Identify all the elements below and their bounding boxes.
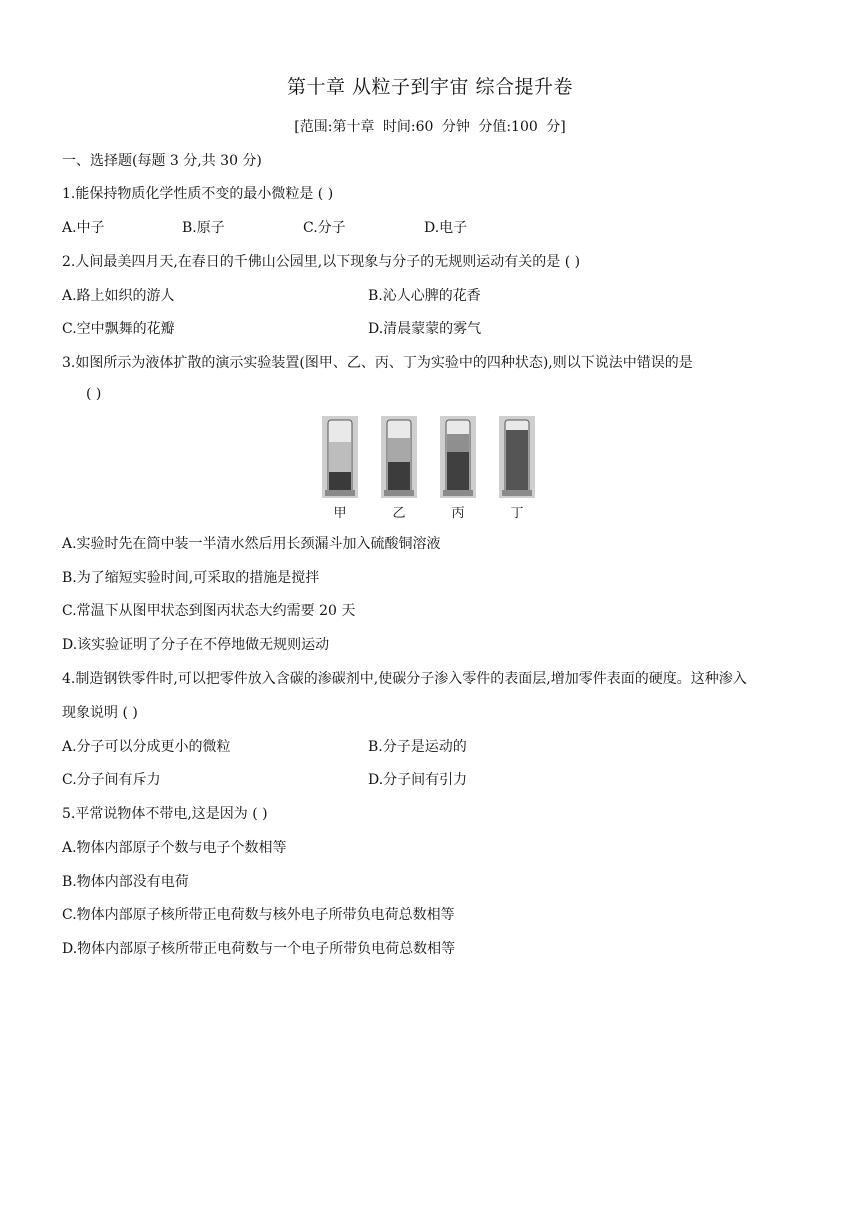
question-5-option-c: C.物体内部原子核所带正电荷数与核外电子所带负电荷总数相等 — [62, 907, 455, 923]
question-5-option-a: A.物体内部原子个数与电子个数相等 — [62, 840, 287, 856]
question-4-stem-line1: 4.制造钢铁零件时,可以把零件放入含碳的渗碳剂中,使碳分子渗入零件的表面层,增加零件表面的硬度。这种渗入 — [62, 671, 747, 687]
page-title: 第十章 从粒子到宇宙 综合提升卷 — [286, 76, 574, 98]
cylinder-ding-image — [499, 416, 535, 498]
question-3-option-b: B.为了缩短实验时间,可采取的措施是搅拌 — [62, 570, 320, 586]
question-5-option-b: B.物体内部没有电荷 — [62, 874, 189, 890]
option-d: D.分子间有引力 — [368, 772, 468, 788]
option-b: B.原子 — [182, 220, 225, 236]
cylinder-bing-image — [440, 416, 476, 498]
section-heading: 一、选择题(每题 3 分,共 30 分) — [62, 153, 262, 169]
cylinder-jia-image — [322, 416, 358, 498]
option-a: A.中子 — [62, 220, 105, 236]
question-3-option-a: A.实验时先在筒中装一半清水然后用长颈漏斗加入硫酸铜溶液 — [62, 536, 441, 552]
question-5-stem: 5.平常说物体不带电,这是因为 ( ) — [62, 806, 268, 822]
cylinder-yi-image — [381, 416, 417, 498]
option-b: B.分子是运动的 — [368, 739, 467, 755]
figure-label-bing: 丙 — [451, 506, 465, 521]
figure-label-yi: 乙 — [392, 506, 406, 521]
option-b: B.沁人心脾的花香 — [368, 288, 481, 304]
question-3-option-d: D.该实验证明了分子在不停地做无规则运动 — [62, 637, 330, 653]
option-c: C.空中飘舞的花瓣 — [62, 321, 175, 337]
question-3-option-c: C.常温下从图甲状态到图丙状态大约需要 20 天 — [62, 603, 356, 619]
diffusion-experiment-figure — [322, 416, 542, 520]
option-c: C.分子间有斥力 — [62, 772, 161, 788]
question-4-stem-line2: 现象说明 ( ) — [62, 705, 138, 721]
option-a: A.路上如织的游人 — [62, 288, 175, 304]
option-c: C.分子 — [303, 220, 346, 236]
option-d: D.清晨蒙蒙的雾气 — [368, 321, 482, 337]
question-3-stem: 3.如图所示为液体扩散的演示实验装置(图甲、乙、丙、丁为实验中的四种状态),则以下说法中错误的是 — [62, 355, 693, 371]
option-a: A.分子可以分成更小的微粒 — [62, 739, 231, 755]
question-2-stem: 2.人间最美四月天,在春日的千佛山公园里,以下现象与分子的无规则运动有关的是 ( ) — [62, 254, 581, 270]
figure-label-ding: 丁 — [510, 506, 524, 521]
answer-parenthesis: ( ) — [86, 386, 102, 402]
option-d: D.电子 — [424, 220, 468, 236]
question-5-option-d: D.物体内部原子核所带正电荷数与一个电子所带负电荷总数相等 — [62, 941, 456, 957]
figure-label-jia: 甲 — [333, 506, 347, 521]
exam-info: [范围:第十章 时间:60 分钟 分值:100 分] — [294, 119, 566, 135]
question-1-stem: 1.能保持物质化学性质不变的最小微粒是 ( ) — [62, 186, 334, 202]
